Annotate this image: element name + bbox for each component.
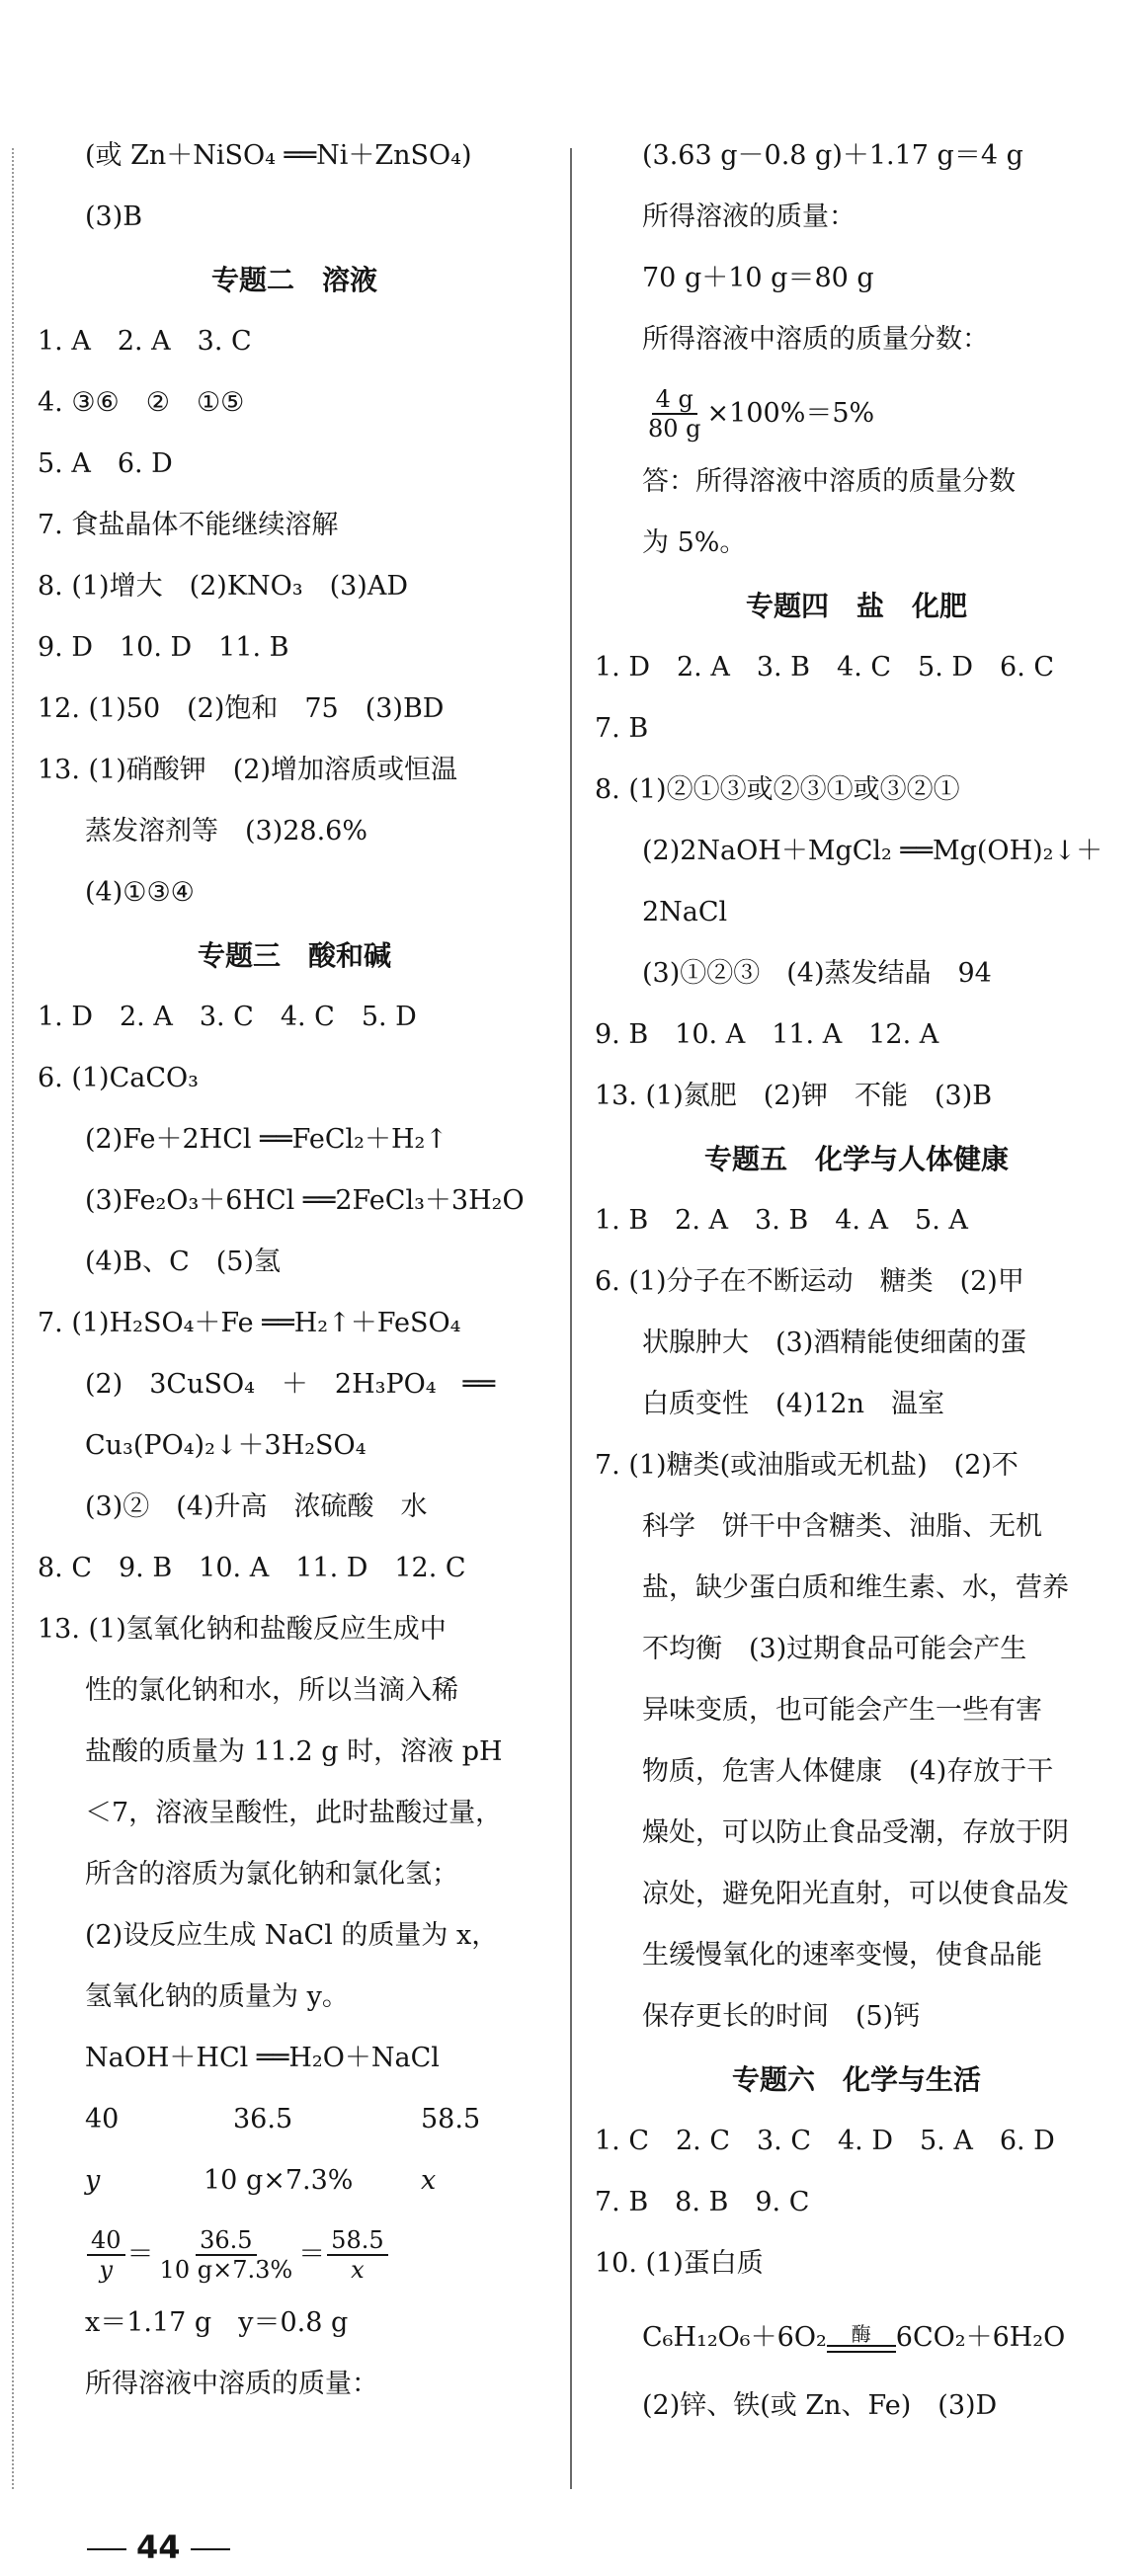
answer-line: 6. (1)CaCO₃: [38, 1063, 199, 1093]
answer-line: 1. D 2. A 3. B 4. C 5. D 6. C: [595, 652, 1055, 683]
equation-line: Cu₃(PO₄)₂↓＋3H₂SO₄: [85, 1430, 367, 1461]
ratio-row: [38, 2102, 551, 2137]
ratio-value: 10 g×7.3%: [204, 2165, 354, 2196]
section-heading-6: 专题六 化学与生活: [731, 2063, 981, 2096]
answer-line: 7. 食盐晶体不能继续溶解: [38, 510, 339, 540]
answer-line: 7. B: [595, 713, 649, 744]
answer-line: 保存更长的时间 (5)钙: [642, 2001, 921, 2032]
answer-line: 7. (1)糖类(或油脂或无机盐) (2)不: [595, 1450, 1019, 1481]
fraction: [87, 2226, 125, 2284]
section-heading-2: 专题二 溶液: [210, 264, 377, 296]
equals-bar: [827, 2345, 896, 2353]
denominator: y: [99, 2256, 114, 2284]
answer-line: 所得溶液的质量：: [642, 201, 856, 232]
answer-line: 9. D 10. D 11. B: [38, 632, 289, 663]
answer-line: 8. (1)②①③或②③①或③②①: [595, 774, 960, 805]
reactants: C₆H₁₂O₆＋6O₂: [642, 2322, 827, 2353]
percent-line: [595, 383, 1118, 444]
answer-line: 1. B 2. A 3. B 4. A 5. A: [595, 1205, 968, 1236]
answer-line: 燥处，可以防止食品受潮，存放于阴: [642, 1817, 1069, 1848]
fraction: [156, 2226, 297, 2284]
answer-line: (2)设反应生成 NaCl 的质量为 x，: [85, 1920, 499, 1951]
answer-line: (3.63 g－0.8 g)＋1.17 g＝4 g: [642, 140, 1023, 171]
ratio-value: 58.5: [421, 2104, 481, 2134]
answer-line: (2)锌、铁(或 Zn、Fe) (3)D: [642, 2390, 998, 2421]
section-heading-4: 专题四 盐 化肥: [745, 590, 967, 622]
answer-line: x＝1.17 g y＝0.8 g: [85, 2307, 349, 2338]
answer-line: 白质变性 (4)12n 温室: [642, 1389, 944, 1419]
section-heading-3: 专题三 酸和碱: [197, 939, 391, 972]
answer-line: (4)B、C (5)氢: [85, 1247, 281, 1277]
dash-left: [87, 2548, 126, 2550]
answer-line: 7. B 8. B 9. C: [595, 2187, 810, 2217]
ratio-value: 40: [85, 2104, 120, 2134]
percent-result: ×100%＝5%: [706, 398, 875, 429]
equals-sign: ＝: [298, 2239, 326, 2270]
section-heading-5: 专题五 化学与人体健康: [703, 1143, 1009, 1175]
answer-line: 答：所得溶液中溶质的质量分数: [642, 466, 1016, 497]
products: 6CO₂＋6H₂O: [895, 2322, 1066, 2353]
equation-line: 7. (1)H₂SO₄＋Fe ══H₂↑＋FeSO₄: [38, 1308, 461, 1338]
answer-line: 10. (1)蛋白质: [595, 2248, 764, 2279]
answer-line: 状腺肿大 (3)酒精能使细菌的蛋: [642, 1328, 1027, 1358]
answer-line: (3)② (4)升高 浓硫酸 水: [85, 1491, 428, 1522]
answer-line: 生缓慢氧化的速率变慢，使食品能: [642, 1940, 1042, 1971]
answer-line: 异味变质，也可能会产生一些有害: [642, 1695, 1042, 1726]
equation-line: 2NaCl: [642, 897, 728, 927]
answer-line: 12. (1)50 (2)饱和 75 (3)BD: [38, 693, 445, 724]
equation-line: NaOH＋HCl ══H₂O＋NaCl: [85, 2043, 440, 2073]
answer-line: (4)①③④: [85, 877, 195, 908]
answer-line: 所含的溶质为氯化钠和氯化氢；: [85, 1859, 458, 1890]
answer-line: 5. A 6. D: [38, 448, 173, 479]
page-number: [77, 2529, 240, 2566]
answer-line: (或 Zn＋NiSO₄ ══Ni＋ZnSO₄): [85, 140, 472, 171]
numerator: 40: [87, 2226, 125, 2256]
ratio-row: [38, 2163, 551, 2199]
answer-line: 1. C 2. C 3. C 4. D 5. A 6. D: [595, 2126, 1055, 2156]
proportion-line: [38, 2224, 551, 2286]
fraction: [644, 385, 705, 443]
answer-line: 9. B 10. A 11. A 12. A: [595, 1019, 939, 1050]
answer-line: 为 5%。: [642, 527, 747, 558]
answer-line: 氢氧化钠的质量为 y。: [85, 1981, 349, 2012]
denominator: 10 g×7.3%: [159, 2256, 293, 2284]
answer-line: 13. (1)氮肥 (2)钾 不能 (3)B: [595, 1081, 993, 1111]
answer-line: 性的氯化钠和水，所以当滴入稀: [85, 1675, 458, 1706]
answer-line: ＜7，溶液呈酸性，此时盐酸过量，: [85, 1798, 503, 1828]
ratio-value: 36.5: [233, 2104, 293, 2134]
answer-line: 不均衡 (3)过期食品可能会产生: [642, 1634, 1027, 1664]
answer-line: 1. D 2. A 3. C 4. C 5. D: [38, 1002, 417, 1032]
answer-line: 4. ③⑥ ② ①⑤: [38, 387, 245, 418]
right-column: [595, 138, 1118, 2450]
dash-right: [191, 2548, 230, 2550]
enzyme-equation: [595, 2307, 1118, 2369]
ratio-value: x: [421, 2165, 437, 2196]
answer-line: 盐，缺少蛋白质和维生素、水，营养: [642, 1572, 1069, 1603]
equation-line: (2)Fe＋2HCl ══FeCl₂＋H₂↑: [85, 1124, 448, 1155]
answer-line: 13. (1)氢氧化钠和盐酸反应生成中: [38, 1614, 447, 1645]
left-column: [38, 138, 551, 2428]
answer-line: 8. (1)增大 (2)KNO₃ (3)AD: [38, 571, 408, 602]
reaction-arrow: [827, 2323, 896, 2353]
answer-line: 物质，危害人体健康 (4)存放于干: [642, 1756, 1054, 1787]
numerator: 36.5: [196, 2226, 256, 2256]
denominator: 80 g: [648, 415, 701, 443]
answer-line: 科学 饼干中含糖类、油脂、无机: [642, 1511, 1042, 1542]
answer-line: 8. C 9. B 10. A 11. D 12. C: [38, 1553, 466, 1583]
equation-line: (2)2NaOH＋MgCl₂ ══Mg(OH)₂↓＋: [642, 836, 1103, 866]
answer-line: 1. A 2. A 3. C: [38, 326, 252, 357]
answer-line: 凉处，避免阳光直射，可以使食品发: [642, 1879, 1069, 1909]
ratio-value: y: [85, 2165, 101, 2196]
column-divider: [570, 148, 572, 2489]
numerator: 4 g: [652, 385, 697, 415]
equals-sign: ＝: [126, 2239, 154, 2270]
answer-line: 所得溶液中溶质的质量分数：: [642, 324, 989, 355]
left-edge-dots: [12, 148, 14, 2489]
numerator: 58.5: [327, 2226, 387, 2256]
answer-line: 蒸发溶剂等 (3)28.6%: [85, 816, 368, 846]
answer-line: 所得溶液中溶质的质量：: [85, 2369, 378, 2399]
answer-line: 盐酸的质量为 11.2 g 时，溶液 pH: [85, 1736, 503, 1767]
answer-line: (3)B: [85, 201, 143, 232]
answer-line: (3)①②③ (4)蒸发结晶 94: [642, 958, 992, 989]
fraction: [327, 2226, 387, 2284]
equation-line: (2) 3CuSO₄ ＋ 2H₃PO₄ ══: [85, 1369, 496, 1400]
answer-line: 13. (1)硝酸钾 (2)增加溶质或恒温: [38, 755, 458, 785]
denominator: x: [351, 2256, 365, 2284]
answer-line: 70 g＋10 g＝80 g: [642, 263, 874, 293]
catalyst-label: 酶: [851, 2322, 871, 2346]
page-number-text: 44: [136, 2529, 181, 2566]
answer-line: 6. (1)分子在不断运动 糖类 (2)甲: [595, 1266, 1024, 1297]
equation-line: (3)Fe₂O₃＋6HCl ══2FeCl₃＋3H₂O: [85, 1185, 525, 1216]
